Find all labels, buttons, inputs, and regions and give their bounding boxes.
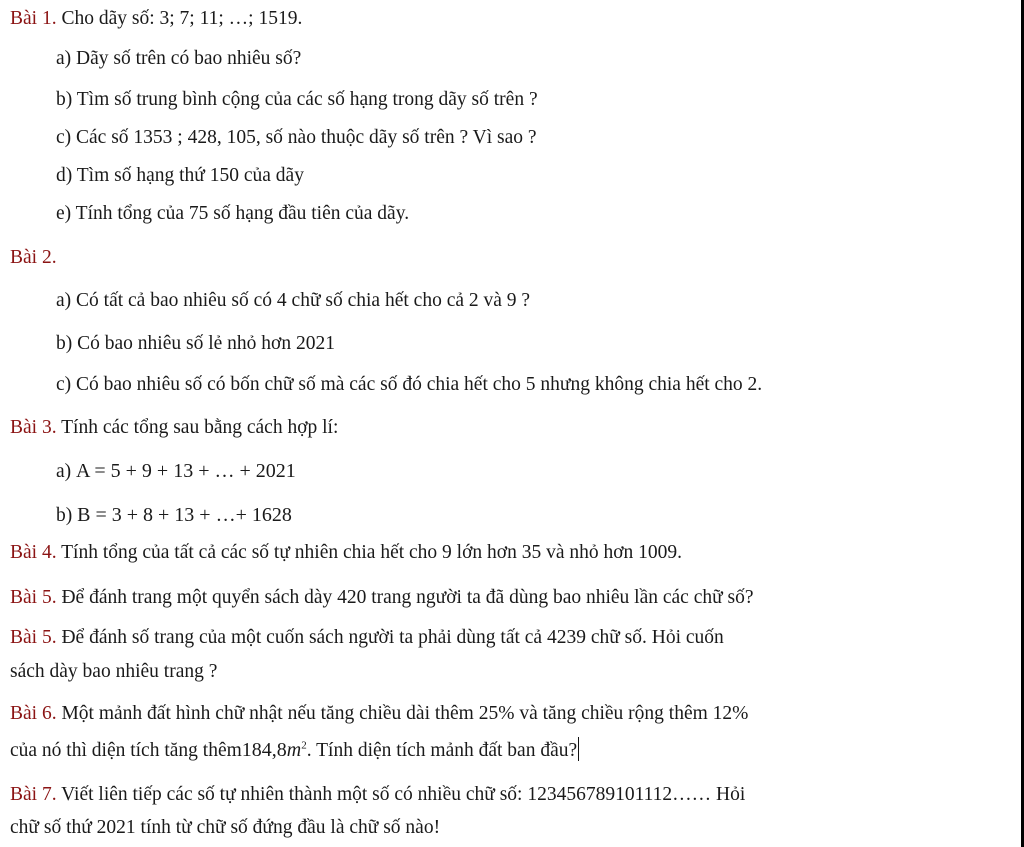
exercise-3-item-a	[56, 459, 296, 484]
exercise-6-line1	[10, 702, 748, 726]
exercise-5b-line1	[10, 626, 724, 650]
exercise-6-text-2a: của nó thì diện tích tăng thêm	[10, 740, 242, 761]
exercise-4	[10, 541, 682, 565]
exercise-6-text-2b: . Tính diện tích mảnh đất ban đầu?	[306, 740, 578, 761]
exercise-3-item-b-prefix: b)	[56, 505, 73, 526]
exercise-5a-text: Để đánh trang một quyển sách dày 420 trang người ta đã dùng bao nhiêu lần các chữ số?	[61, 587, 754, 608]
exercise-2-item-c: c) Có bao nhiêu số có bốn chữ số mà các số đó chia hết cho 5 nhưng không chia hết cho 2.	[56, 374, 763, 395]
exercise-1-item-d: d) Tìm số hạng thứ 150 của dãy	[56, 165, 304, 186]
exercise-3-item-b	[56, 503, 292, 528]
exercise-3-item-a-expr: A = 5 + 9 + 13 + … + 2021	[76, 460, 296, 482]
exercise-1-heading	[10, 7, 302, 31]
exercise-7-line2: chữ số thứ 2021 tính từ chữ số đứng đầu là chữ số nào!	[10, 817, 441, 838]
exercise-6-area-exponent: 2	[301, 739, 307, 752]
exercise-5a-label: Bài 5.	[10, 587, 57, 608]
exercise-5b-text-1: Để đánh số trang của một cuốn sách người ta phải dùng tất cả 4239 chữ số. Hỏi cuốn	[61, 627, 724, 648]
exercise-7-line1	[10, 783, 745, 807]
exercise-3-heading	[10, 416, 338, 440]
exercise-1-text: Cho dãy số: 3; 7; 11; …; 1519.	[61, 8, 303, 29]
exercise-1-item-b: b) Tìm số trung bình cộng của các số hạng trong dãy số trên ?	[56, 89, 538, 110]
exercise-3-item-a-prefix: a)	[56, 461, 72, 482]
exercise-6-area-unit: m	[286, 739, 302, 761]
exercise-5b-label: Bài 5.	[10, 627, 57, 648]
exercise-6-label: Bài 6.	[10, 703, 57, 724]
exercise-7-text-1: Viết liên tiếp các số tự nhiên thành một số có nhiều chữ số: 123456789101112…… Hỏi	[61, 784, 746, 805]
exercise-6-text-1: Một mảnh đất hình chữ nhật nếu tăng chiều dài thêm 25% và tăng chiều rộng thêm 12%	[61, 703, 749, 724]
exercise-1-item-a: a) Dãy số trên có bao nhiêu số?	[56, 48, 302, 69]
exercise-1-item-c: c) Các số 1353 ; 428, 105, số nào thuộc dãy số trên ? Vì sao ?	[56, 127, 537, 148]
exercise-2-item-a: a) Có tất cả bao nhiêu số có 4 chữ số chia hết cho cả 2 và 9 ?	[56, 290, 531, 311]
exercise-2-label: Bài 2.	[10, 247, 57, 268]
exercise-6-area-number: 184,8	[241, 739, 287, 761]
exercise-3-text: Tính các tổng sau bằng cách hợp lí:	[61, 417, 339, 438]
exercise-2-heading	[10, 246, 57, 270]
text-cursor	[578, 737, 579, 761]
exercise-4-label: Bài 4.	[10, 542, 57, 563]
exercise-1-item-e: e) Tính tổng của 75 số hạng đầu tiên của dãy.	[56, 203, 410, 224]
exercise-5a	[10, 586, 754, 610]
exercise-1-label: Bài 1.	[10, 8, 57, 29]
exercise-7-label: Bài 7.	[10, 784, 57, 805]
exercise-5b-line2: sách dày bao nhiêu trang ?	[10, 661, 218, 682]
exercise-3-label: Bài 3.	[10, 417, 57, 438]
exercise-4-text: Tính tổng của tất cả các số tự nhiên chia hết cho 9 lớn hơn 35 và nhỏ hơn 1009.	[61, 542, 683, 563]
exercise-2-item-b: b) Có bao nhiêu số lẻ nhỏ hơn 2021	[56, 333, 335, 354]
exercise-6-line2	[10, 737, 579, 763]
exercise-3-item-b-expr: B = 3 + 8 + 13 + …+ 1628	[77, 504, 292, 526]
